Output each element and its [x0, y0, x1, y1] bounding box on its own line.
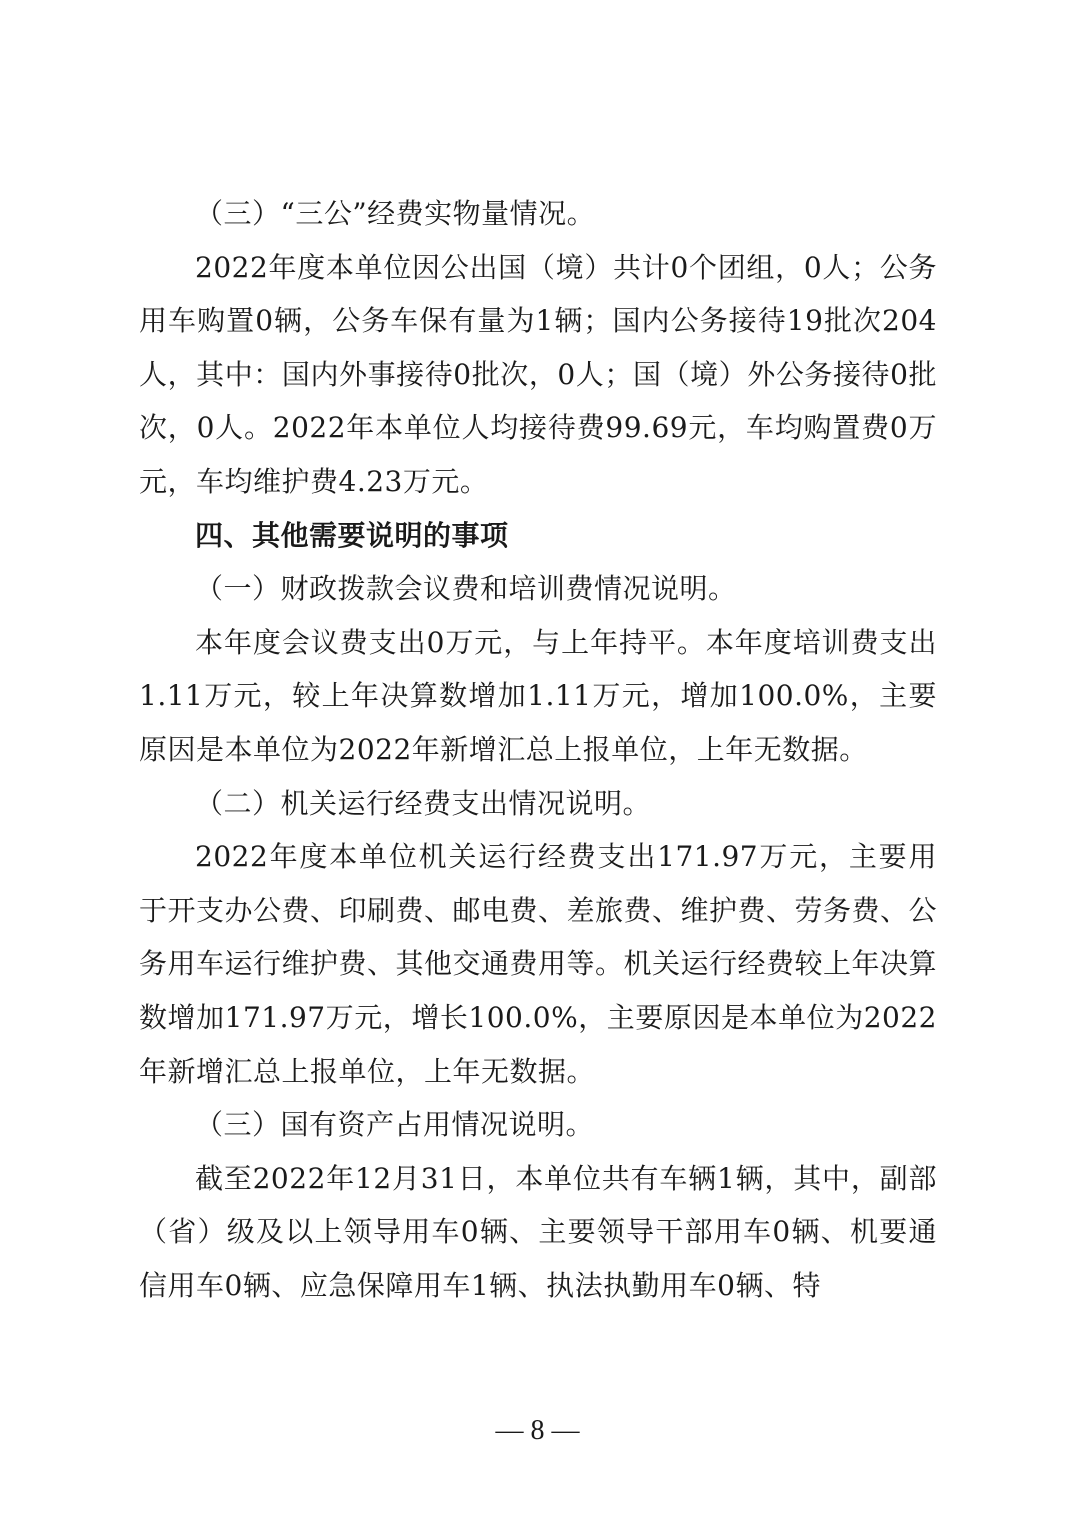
- page-number: — 8 —: [495, 1415, 580, 1446]
- section-subheading-state-assets: （三）国有资产占用情况说明。: [195, 1108, 595, 1142]
- section-subheading-operating-expenses: （二）机关运行经费支出情况说明。: [195, 786, 652, 820]
- section-subheading-three-public-expenses: （三）“三公”经费实物量情况。: [195, 197, 596, 230]
- section-heading-other-matters: 四、其他需要说明的事项: [195, 518, 509, 552]
- paragraph-meeting-training: 本年度会议费支出0万元，与上年持平。本年度培训费支出1.11万元，较上年决算数增加1.11万元，增加100.0%，主要原因是本单位为2022年新增汇总上报单位，上年无数据。: [139, 625, 937, 766]
- section-subheading-meeting-training: （一）财政拨款会议费和培训费情况说明。: [195, 572, 737, 606]
- document-body: [139, 187, 937, 1312]
- paragraph-state-assets: 截至2022年12月31日，本单位共有车辆1辆，其中，副部（省）级及以上领导用车0辆、主要领导干部用车0辆、机要通信用车0辆、应急保障用车1辆、执法执勤用车0辆、特: [139, 1161, 937, 1302]
- paragraph-three-public-expenses: 2022年度本单位因公出国（境）共计0个团组，0人；公务用车购置0辆，公务车保有量为1辆；国内公务接待19批次204人，其中：国内外事接待0批次，0人；国（境）外公务接待0批次，0人。2022年本单位人均接待费99.69元，车均购置费0万元，车均维护费4.23万元。: [139, 250, 937, 498]
- paragraph-operating-expenses: 2022年度本单位机关运行经费支出171.97万元，主要用于开支办公费、印刷费、邮电费、差旅费、维护费、劳务费、公务用车运行维护费、其他交通费用等。机关运行经费较上年决算数增加171.97万元，增长100.0%，主要原因是本单位为2022年新增汇总上报单位，上年无数据。: [139, 840, 938, 1088]
